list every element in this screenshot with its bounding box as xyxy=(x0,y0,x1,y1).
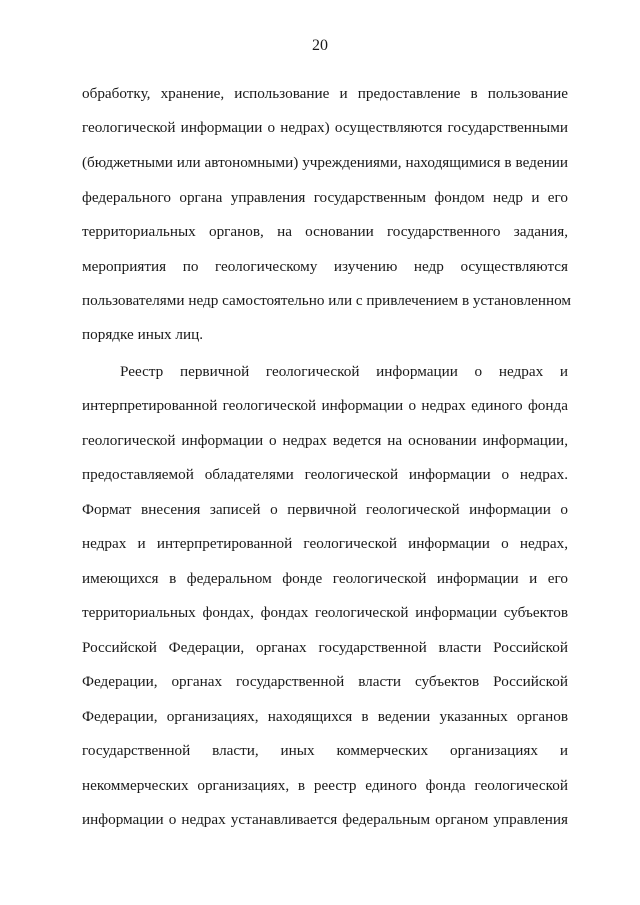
paragraph-2-line-2: интерпретированной геологической информации о недрах единого фонда xyxy=(82,397,568,414)
paragraph-2-line-4: предоставляемой обладателями геологической информации о недрах. xyxy=(82,466,568,483)
paragraph-1-line-3: (бюджетными или автономными) учреждениями, находящимися в ведении xyxy=(82,154,568,171)
paragraph-2-line-13: некоммерческих организациях, в реестр единого фонда геологической xyxy=(82,777,568,794)
paragraph-1-line-5: территориальных органов, на основании государственного задания, xyxy=(82,223,568,240)
page-number: 20 xyxy=(312,37,328,54)
paragraph-1-line-1: обработку, хранение, использование и предоставление в пользование xyxy=(82,85,568,102)
paragraph-1-line-8: порядке иных лиц. xyxy=(82,326,204,343)
paragraph-2-line-5: Формат внесения записей о первичной геологической информации о xyxy=(82,501,568,518)
paragraph-1-line-6: мероприятия по геологическому изучению недр осуществляются xyxy=(82,258,568,275)
paragraph-2-line-7: имеющихся в федеральном фонде геологической информации и его xyxy=(82,570,568,587)
paragraph-1-line-2: геологической информации о недрах) осуществляются государственными xyxy=(82,119,568,136)
paragraph-2-line-14: информации о недрах устанавливается федеральным органом управления xyxy=(82,811,568,828)
paragraph-1-line-7: пользователями недр самостоятельно или с привлечением в установленном xyxy=(82,292,571,309)
paragraph-2-line-8: территориальных фондах, фондах геологической информации субъектов xyxy=(82,604,568,621)
paragraph-1-line-4: федерального органа управления государственным фондом недр и его xyxy=(82,189,568,206)
paragraph-2-line-6: недрах и интерпретированной геологической информации о недрах, xyxy=(82,535,568,552)
paragraph-2-line-11: Федерации, организациях, находящихся в ведении указанных органов xyxy=(82,708,568,725)
paragraph-2-line-3: геологической информации о недрах ведется на основании информации, xyxy=(82,432,568,449)
paragraph-2-line-12: государственной власти, иных коммерческих организациях и xyxy=(82,742,568,759)
paragraph-2-line-9: Российской Федерации, органах государственной власти Российской xyxy=(82,639,568,656)
paragraph-2-line-10: Федерации, органах государственной власти субъектов Российской xyxy=(82,673,568,690)
paragraph-2-line-1: Реестр первичной геологической информации о недрах и xyxy=(120,363,568,380)
